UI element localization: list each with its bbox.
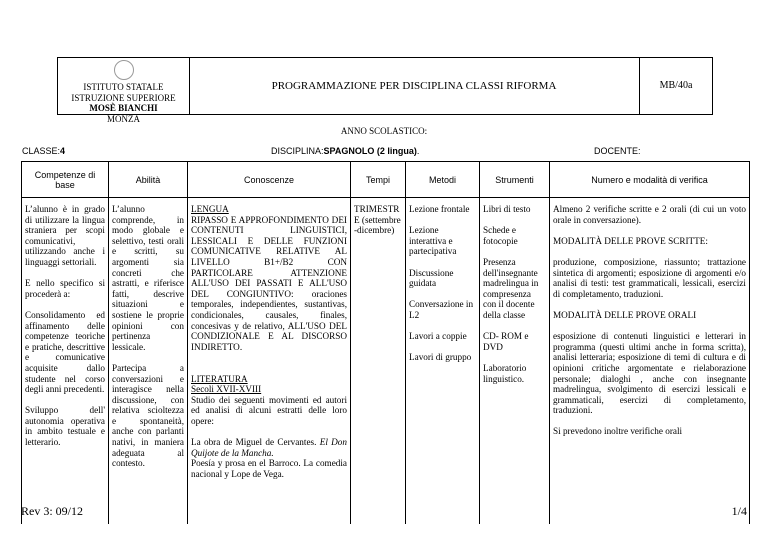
disciplina-value: SPAGNOLO (2 lingua) [323,146,417,156]
col-header-conoscenze: Conoscenze [188,162,351,198]
competenze-p1: L’alunno è in grado di utilizzare la lingua straniera per scopi comunicativi, utilizzando anche i linguaggi settoriali. [25,204,105,267]
disciplina-label: DISCIPLINA: [271,146,324,156]
metodi-cell [406,198,480,525]
lengua-text: RIPASSO E APPROFONDIMENTO DEI CONTENUTI LINGUISTICI, LESSICALI E DELLE FUNZIONI COMUNICATIVE RELATIVE AL LIVELLO B1+/B2 CON PARTICOLARE ATTENZIONE ALL'USO DEI PASSATI E ALL'USO DEL CONGIUNTIVO: oraciones temporales, independientes, sustantivas, condicionales, causales, finales, concesivas y de relativo, ALL'USO DEL CONDIZIONALE E AL DISCORSO INDIRETTO. [191,214,347,352]
metodi-item: Lezione interattiva e partecipativa [409,225,457,257]
strumenti-item: CD- ROM e DVD [483,331,529,352]
literatura-text: Studio dei seguenti movimenti ed autori ed analisi di alcuni estratti delle loro opere: [191,394,347,426]
col-header-abilita: Abilità [109,162,188,198]
anno-scolastico: ANNO SCOLASTICO: [340,126,428,136]
verifica-heading-orali: MODALITÀ DELLE PROVE ORALI [553,309,697,320]
col-header-verifica: Numero e modalità di verifica [550,162,750,198]
table-header-row [22,162,750,198]
school-line-2: ISTRUZIONE SUPERIORE [71,92,176,103]
verifica-p2: produzione, composizione, riassunto; trattazione sintetica di argomenti; esposizione di argomenti e/o analisi di testi: test grammaticali, lessicali, esercizi di completamento, traduzioni. [553,256,746,299]
revision-label: Rev 3: 09/12 [21,504,83,518]
programming-table [21,161,750,524]
header-box [57,57,713,124]
school-block [58,58,190,124]
classe-label: CLASSE: [22,146,61,156]
lengua-title: LENGUA [191,204,229,214]
metodi-item: Lezione frontale [409,204,470,214]
metodi-item: Lavori a coppie [409,331,467,342]
verifica-cell [550,198,750,525]
competenze-p3: Consolidamento ed affinamento delle competenze teoriche e pratiche, descrittive e comunicative acquisite dallo studente nel corso degli anni precedenti. [25,309,105,395]
school-emblem-icon [114,60,134,80]
col-header-strumenti: Strumenti [480,162,550,198]
abilita-p2: Partecipa a conversazioni e interagisce nella discussione, con relativa scioltezza e spontaneità, anche con parlanti nativi, in maniera adeguata al contesto. [112,362,184,469]
document-code: MB/40a [659,80,693,91]
col-header-tempi: Tempi [351,162,406,198]
literatura-item-cervantes: La obra de Miguel de Cervantes. El Don Quijote de la Mancha. [191,437,347,458]
competenze-p2: E nello specifico si procederà a: [25,278,105,299]
page-number: 1/4 [731,504,747,518]
literatura-subtitle: Secoli XVII-XVIII [191,384,262,395]
school-line-3: MOSÈ BIANCHI [89,103,158,113]
school-line-1: ISTITUTO STATALE [83,82,164,92]
metodi-item: Discussione guidata [409,267,454,289]
document-title: PROGRAMMAZIONE PER DISCIPLINA CLASSI RIFORMA [189,58,640,114]
classe-value: 4 [60,146,66,156]
disciplina-end: . [416,146,420,156]
abilita-cell [109,198,188,525]
col-header-metodi: Metodi [406,162,480,198]
tempi-cell [351,198,406,525]
metodi-item: Conversazione in L2 [409,299,474,320]
metodi-item: Lavori di gruppo [409,352,472,363]
strumenti-item: Libri di testo [483,204,531,214]
abilita-p1: L’alunno comprende, in modo globale e selettivo, testi orali e scritti, su argomenti sia concreti che astratti, e riferisce fatti, descrive situazioni e sostiene le proprie opinioni con pertinenza lessicale. [112,204,184,352]
verifica-p4: Si prevedono inoltre verifiche orali [553,426,683,437]
literatura-item-barroco: Poesía y prosa en el Barroco. La comedia nacional y Lope de Vega. [191,458,347,479]
table-row [22,198,750,525]
strumenti-item: Presenza dell'insegnante madrelingua in compresenza con il docente della classe [483,256,539,320]
verifica-heading-scritte: MODALITÀ DELLE PROVE SCRITTE: [553,235,708,246]
docente-label: DOCENTE: [594,146,641,156]
verifica-p1: Almeno 2 verifiche scritte e 2 orali (di cui un voto orale in conversazione). [553,204,746,225]
disciplina-field [271,146,419,156]
competenze-cell [22,198,109,525]
verifica-p3: esposizione di contenuti linguistici e letterari in programma (questi ultimi anche in forma scritta), analisi letteraria; esposizione di temi di cultura e di opinioni critiche argomentate e rielaborazione personale; dialoghi , anche con insegnante madrelingua, svolgimento di esercizi lessicali e grammaticali, esercizi di completamento, traduzioni. [553,331,746,416]
school-line-4: MONZA [107,113,140,124]
conoscenze-cell [188,198,351,525]
classe-field [22,146,65,156]
literatura-title: LITERATURA [191,373,248,384]
strumenti-item: Schede e fotocopie [483,225,518,246]
col-header-competenze: Competenze di base [22,162,109,198]
strumenti-item: Laboratorio linguistico. [483,362,527,384]
strumenti-cell [480,198,550,525]
competenze-p4: Sviluppo dell' autonomia operativa in ambito testuale e letterario. [25,405,105,448]
tempi-text: TRIMESTRE (settembre-dicembre) [354,204,401,236]
